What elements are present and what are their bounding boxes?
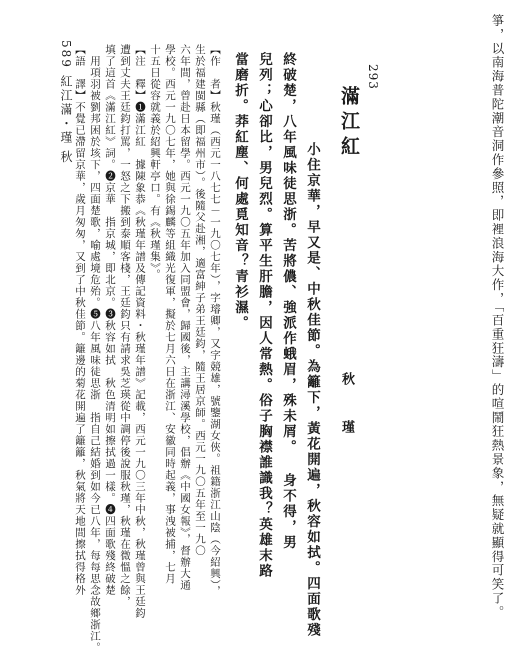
poem-author: 秋 瑾 bbox=[339, 372, 354, 443]
note-line-6: 【注 釋】❶滿江紅 據陳象恭《秋瑾年譜及傳記資料・秋瑾年譜》記載，西元一九〇三年中秋，秋瑾曾與王廷鈞 bbox=[134, 44, 146, 619]
note-line-2: 生於福建閩縣（即福州市）。後隨父赴湘，適富紳子弟王廷鈞，隨王居京師。西元一九〇五年至一九〇 bbox=[194, 44, 206, 557]
note-line-10: 【語 譯】不覺已滯留京華，歲月匆匆，又到了中秋佳節。籬邊的菊花開遍了籬籬，秋氣將天地間擦拭得格外 bbox=[74, 44, 86, 596]
running-head: 589 紅江滿・瑾 秋 bbox=[59, 40, 73, 165]
note-line-3: 六年間，曾赴日本留學。西元一九〇五年加入同盟會，歸國後，主講潯溪學校，倡辦《中國女報》，督辦大通 bbox=[179, 44, 191, 591]
poem-line-1: 小住京華，早又是、中秋佳節。為籬下，黃花開遍，秋容如拭。四面歌殘 bbox=[304, 142, 320, 638]
poem-number: 293 bbox=[366, 64, 380, 90]
poem-line-2: 終破楚，八年風味徒思浙。苦將儂、強派作蛾眉，殊未屑。 身不得，男 bbox=[280, 52, 296, 551]
poem-line-4: 當磨折。莽紅塵、何處覓知音？青衫濕。 bbox=[232, 52, 248, 331]
note-line-9: 用項羽被劉邦困於垓下，四面楚歌，喻處境危殆。❺八年風味徒思浙 指自己結婚到如今已八年，每每思念故鄉浙江。 bbox=[89, 44, 101, 654]
note-line-1: 【作 者】秋瑾（西元一八七七－一九〇七年），字璿卿，又字競雄，號鑒湖女俠。祖籍浙江山陰（今紹興）， bbox=[209, 44, 221, 597]
poem-title: 滿江紅 bbox=[338, 86, 360, 161]
note-line-4: 學校。西元一九〇七年，她與徐錫麟等組織光復軍，擬於七月六日在浙江、安徽同時起義，事洩被捕，七月 bbox=[164, 44, 176, 585]
note-line-8: 填了這首《滿江紅》詞。❷京華 指京城，即北京。❸秋容如拭 秋色清明如擦拭過一樣。❹四面歌殘終破楚 bbox=[104, 44, 116, 596]
note-line-5: 十五日從容就義於紹興軒亭口。有《秋瑾集》。 bbox=[149, 44, 161, 281]
note-line-7: 遭到丈夫王廷鈞打罵，一怒之下搬到泰順客棧，王廷鈞只有請求吳芝瑛從中調停後說服秋瑾，秋瑾在微慍之餘， bbox=[119, 44, 131, 608]
poem-line-3: 兒列；心卻比，男兒烈。算平生肝膽，因人常熱。俗子胸襟誰識我？英雄末路 bbox=[256, 52, 272, 579]
quote-line-1: 箏，以南海普陀潮音洞作參照，即裡浪海大作，「百重狂濤」的喧鬧狂熱景象，無疑就顯得可笑了。 bbox=[490, 14, 505, 620]
